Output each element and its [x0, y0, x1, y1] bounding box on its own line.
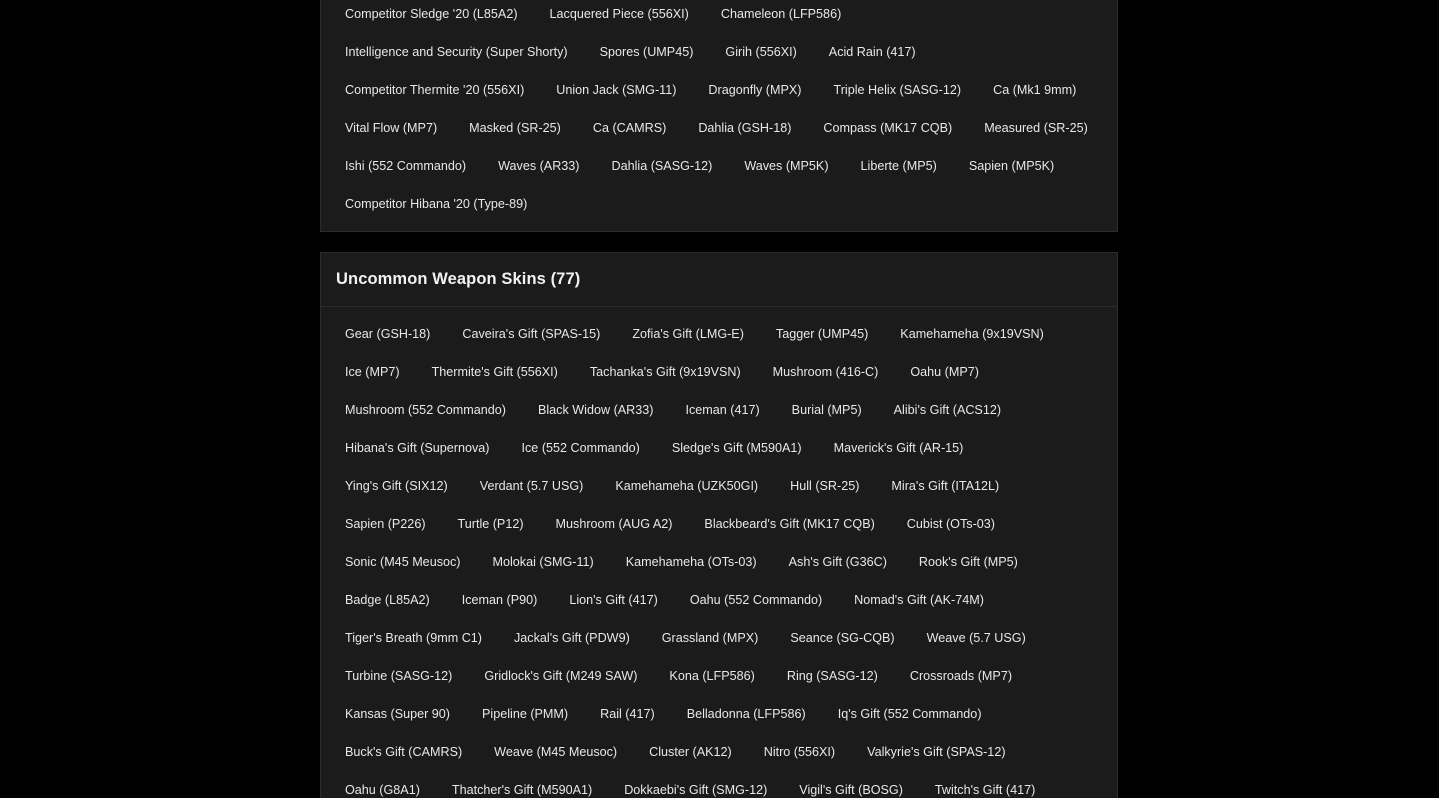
skin-link[interactable]: Ca (Mk1 9mm) [993, 83, 1077, 97]
skin-row [345, 543, 1117, 581]
skin-row [345, 733, 1117, 771]
skin-link[interactable]: Nitro (556XI) [763, 745, 836, 759]
skin-link[interactable]: Verdant (5.7 USG) [479, 479, 584, 493]
skin-link[interactable]: Dahlia (SASG-12) [611, 159, 713, 173]
skin-row [345, 33, 1117, 71]
skin-link[interactable]: Turtle (P12) [457, 517, 524, 531]
skin-link[interactable]: Kona (LFP586) [669, 669, 755, 683]
skin-row [345, 619, 1117, 657]
skin-link[interactable]: Hull (SR-25) [790, 479, 860, 493]
skin-link[interactable]: Sledge's Gift (M590A1) [671, 441, 802, 455]
skin-link[interactable]: Acid Rain (417) [828, 45, 916, 59]
skin-link[interactable]: Kamehameha (OTs-03) [625, 555, 757, 569]
skin-link[interactable]: Girih (556XI) [725, 45, 797, 59]
skin-row [345, 657, 1117, 695]
skin-link[interactable]: Lacquered Piece (556XI) [549, 7, 689, 21]
skin-link[interactable]: Ring (SASG-12) [786, 669, 878, 683]
skin-link[interactable]: Lion's Gift (417) [569, 593, 658, 607]
skin-link[interactable]: Dahlia (GSH-18) [698, 121, 792, 135]
skin-row [345, 771, 1117, 798]
skin-link[interactable]: Nomad's Gift (AK-74M) [854, 593, 984, 607]
skin-row [345, 353, 1117, 391]
skin-link[interactable]: Rail (417) [600, 707, 655, 721]
skin-link[interactable]: Weave (M45 Meusoc) [494, 745, 618, 759]
skin-link[interactable]: Badge (L85A2) [345, 593, 430, 607]
skin-link[interactable]: Cubist (OTs-03) [906, 517, 995, 531]
skin-link[interactable]: Tagger (UMP45) [775, 327, 869, 341]
skin-link[interactable]: Gear (GSH-18) [345, 327, 431, 341]
skin-row [345, 505, 1117, 543]
skin-link[interactable]: Oahu (552 Commando) [689, 593, 823, 607]
skin-link[interactable]: Maverick's Gift (AR-15) [833, 441, 964, 455]
skin-row [345, 147, 1117, 185]
skin-link[interactable]: Caveira's Gift (SPAS-15) [462, 327, 601, 341]
rare-skins-panel [320, 0, 1118, 232]
skin-link[interactable]: Waves (AR33) [498, 159, 580, 173]
skin-link[interactable]: Thermite's Gift (556XI) [431, 365, 558, 379]
skin-link[interactable]: Ishi (552 Commando) [345, 159, 467, 173]
skin-link[interactable]: Triple Helix (SASG-12) [833, 83, 962, 97]
skin-link[interactable]: Intelligence and Security (Super Shorty) [345, 45, 568, 59]
skin-link[interactable]: Iceman (P90) [461, 593, 538, 607]
skin-row [345, 467, 1117, 505]
skin-link[interactable]: Pipeline (PMM) [482, 707, 569, 721]
skin-row [345, 391, 1117, 429]
skin-link[interactable]: Ash's Gift (G36C) [788, 555, 887, 569]
skin-link[interactable]: Dragonfly (MPX) [708, 83, 802, 97]
skin-link[interactable]: Cluster (AK12) [649, 745, 732, 759]
skin-link[interactable]: Twitch's Gift (417) [934, 783, 1036, 797]
skin-row [345, 429, 1117, 467]
skin-link[interactable]: Masked (SR-25) [469, 121, 561, 135]
skin-link[interactable]: Dokkaebi's Gift (SMG-12) [624, 783, 768, 797]
skin-link[interactable]: Crossroads (MP7) [909, 669, 1013, 683]
skin-link[interactable]: Zofia's Gift (LMG-E) [632, 327, 744, 341]
skin-link[interactable]: Sonic (M45 Meusoc) [345, 555, 461, 569]
skin-link[interactable]: Vital Flow (MP7) [345, 121, 438, 135]
skin-row [345, 315, 1117, 353]
skin-link[interactable]: Liberte (MP5) [860, 159, 937, 173]
skin-row [345, 0, 1117, 33]
skin-link[interactable]: Valkyrie's Gift (SPAS-12) [867, 745, 1006, 759]
skin-link[interactable]: Rook's Gift (MP5) [918, 555, 1018, 569]
skin-link[interactable]: Turbine (SASG-12) [345, 669, 453, 683]
skin-link[interactable]: Mushroom (416-C) [772, 365, 879, 379]
skin-row [345, 581, 1117, 619]
skin-link[interactable]: Tiger's Breath (9mm C1) [345, 631, 482, 645]
skin-link[interactable]: Spores (UMP45) [599, 45, 694, 59]
skin-link[interactable]: Molokai (SMG-11) [492, 555, 594, 569]
skin-link[interactable]: Kamehameha (9x19VSN) [900, 327, 1044, 341]
skin-link[interactable]: Waves (MP5K) [744, 159, 829, 173]
skin-link[interactable]: Oahu (G8A1) [345, 783, 420, 797]
skin-link[interactable]: Jackal's Gift (PDW9) [514, 631, 630, 645]
skin-row [345, 71, 1117, 109]
skin-link[interactable]: Union Jack (SMG-11) [556, 83, 677, 97]
skin-link[interactable]: Chameleon (LFP586) [720, 7, 842, 21]
skin-link[interactable]: Competitor Sledge '20 (L85A2) [345, 7, 518, 21]
uncommon-skins-header [321, 253, 1117, 307]
skin-link[interactable]: Belladonna (LFP586) [686, 707, 806, 721]
skin-link[interactable]: Alibi's Gift (ACS12) [893, 403, 1002, 417]
skin-link[interactable]: Competitor Thermite '20 (556XI) [345, 83, 525, 97]
skin-link[interactable]: Weave (5.7 USG) [926, 631, 1026, 645]
rare-skins-list [321, 0, 1117, 223]
skin-link[interactable]: Sapien (P226) [345, 517, 426, 531]
skin-link[interactable]: Mira's Gift (ITA12L) [891, 479, 1000, 493]
skin-link[interactable]: Sapien (MP5K) [968, 159, 1055, 173]
uncommon-skins-panel [320, 252, 1118, 798]
skin-link[interactable]: Kamehameha (UZK50GI) [615, 479, 759, 493]
skin-link[interactable]: Ice (552 Commando) [521, 441, 640, 455]
skin-link[interactable]: Measured (SR-25) [984, 121, 1088, 135]
skin-link[interactable]: Ca (CAMRS) [592, 121, 667, 135]
skin-link[interactable]: Hibana's Gift (Supernova) [345, 441, 490, 455]
skin-row [345, 695, 1117, 733]
skin-link[interactable]: Thatcher's Gift (M590A1) [451, 783, 593, 797]
skin-link[interactable]: Mushroom (552 Commando) [345, 403, 506, 417]
skin-link[interactable]: Ying's Gift (SIX12) [345, 479, 448, 493]
skin-link[interactable]: Gridlock's Gift (M249 SAW) [484, 669, 638, 683]
skin-row [345, 185, 1117, 223]
skin-link[interactable]: Vigil's Gift (BOSG) [799, 783, 903, 797]
skin-link[interactable]: Compass (MK17 CQB) [823, 121, 953, 135]
skin-link[interactable]: Iceman (417) [685, 403, 760, 417]
skin-link[interactable]: Mushroom (AUG A2) [555, 517, 673, 531]
skin-link[interactable]: Tachanka's Gift (9x19VSN) [589, 365, 741, 379]
skin-link[interactable]: Ice (MP7) [345, 365, 400, 379]
skin-link[interactable]: Oahu (MP7) [910, 365, 979, 379]
skin-link[interactable]: Buck's Gift (CAMRS) [345, 745, 463, 759]
skin-link[interactable]: Competitor Hibana '20 (Type-89) [345, 197, 528, 211]
skin-link[interactable]: Grassland (MPX) [661, 631, 759, 645]
uncommon-skins-list [321, 307, 1117, 798]
uncommon-skins-title: Uncommon Weapon Skins (77) [336, 270, 581, 288]
skin-link[interactable]: Kansas (Super 90) [345, 707, 451, 721]
skin-link[interactable]: Iq's Gift (552 Commando) [837, 707, 982, 721]
skin-link[interactable]: Black Widow (AR33) [537, 403, 654, 417]
skin-row [345, 109, 1117, 147]
skin-link[interactable]: Blackbeard's Gift (MK17 CQB) [704, 517, 875, 531]
skin-link[interactable]: Burial (MP5) [791, 403, 862, 417]
skin-link[interactable]: Seance (SG-CQB) [790, 631, 895, 645]
